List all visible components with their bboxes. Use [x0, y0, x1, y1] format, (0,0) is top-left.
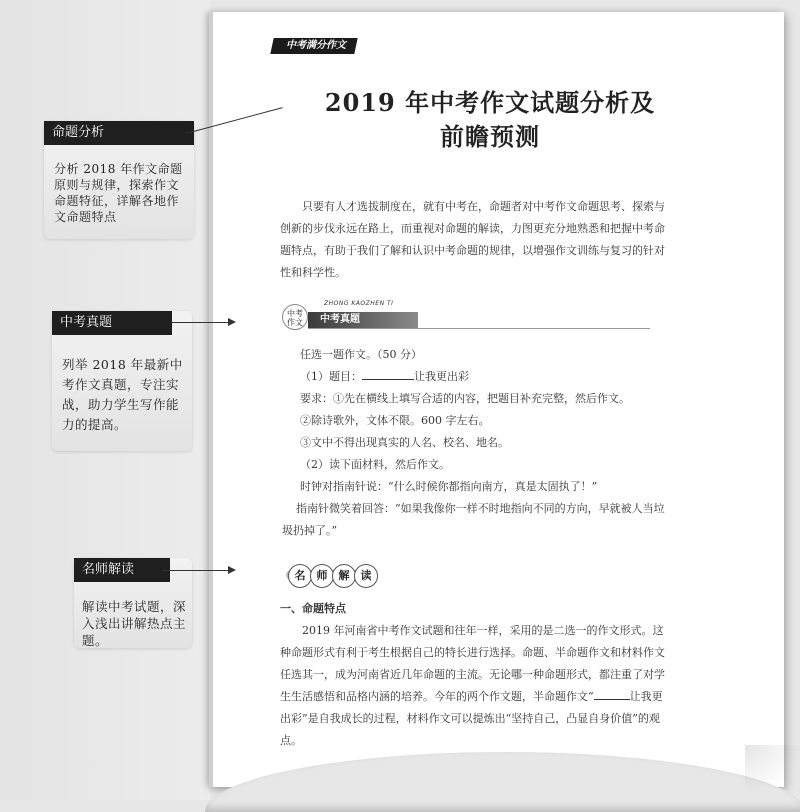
sidebar-label-teacher: 名师解读 [74, 558, 170, 582]
analysis-text-a: 2019 年河南省中考作文试题和往年一样，采用的是二选一的作文形式。这种命题形式有利于考生根据自己的特长进行选择。命题、半命题作文和材料作文任选其一，成为河南省近几年命题的主流。无论哪一种命题形式，都注重了对学生生活感悟和品格内涵的培养。今年的两个作文题，半命题作文“ [280, 624, 665, 703]
analysis-heading: 一、命题特点 [280, 602, 346, 615]
category-tag [270, 38, 357, 54]
title-line-2: 前瞻预测 [440, 122, 540, 151]
category-tag-text: 中考满分作文 [286, 40, 346, 51]
arrow-head-exam-icon [228, 318, 236, 326]
arrow-line-exam [172, 322, 230, 323]
section-header-exam [282, 300, 652, 330]
exam-badge-bottom: 作文 [287, 318, 303, 327]
exam-badge-top: 中考 [287, 309, 303, 318]
sidebar-callout-exam [52, 311, 192, 451]
analysis-section [280, 598, 670, 752]
analysis-blank [594, 689, 630, 700]
exam-section-title: 中考真题 [308, 312, 418, 328]
question-line-6: （2）读下面材料，然后作文。 [300, 458, 450, 471]
exam-section-rule [308, 328, 650, 329]
analysis-text-b: 让我更出彩”是自我成长的过程，材料作文可以提炼出“坚持自己，凸显自身价值”的观点。 [280, 690, 663, 747]
arrow-line-teacher [162, 570, 230, 571]
sidebar-text-exam: 列举 2018 年最新中考作文真题，专注实战，助力学生写作能力的提高。 [62, 357, 183, 432]
section-header-teacher [280, 560, 390, 590]
question-line-7: 时钟对指南针说：“什么时候你都指向南方，真是太固执了！” [300, 480, 598, 493]
sidebar-text-teacher: 解读中考试题，深入浅出讲解热点主题。 [82, 599, 187, 648]
exam-pinyin: ZHONG KAOZHEN TI [324, 300, 394, 307]
exam-question [282, 344, 666, 542]
question-line-2 [286, 366, 666, 388]
page-title [280, 86, 700, 154]
analysis-paragraph [280, 620, 670, 752]
question-line-1: 任选一题作文。（50 分） [300, 348, 422, 361]
sidebar-label-exam: 中考真题 [52, 311, 172, 335]
fill-blank [362, 369, 414, 380]
teacher-char-3: 解 [332, 564, 356, 588]
sidebar-callout-analysis [44, 121, 194, 239]
teacher-char-2: 师 [310, 564, 334, 588]
sidebar-label-analysis: 命题分析 [44, 121, 194, 145]
page-spine [209, 12, 213, 787]
page-corner-shadow [745, 745, 800, 795]
sidebar-text-analysis: 分析 2018 年作文命题原则与规律，探索作文命题特征，详解各地作文命题特点 [54, 162, 183, 224]
question-line-2-prefix: （1）题目： [300, 370, 362, 383]
title-line-1: 2019 年中考作文试题分析及 [324, 88, 656, 117]
question-line-3: 要求：①先在横线上填写合适的内容，把题目补充完整，然后作文。 [300, 392, 630, 405]
arrow-head-teacher-icon [228, 566, 236, 574]
question-line-8: 指南针微笑着回答：“如果我像你一样不时地指向不同的方向，早就被人当垃圾扔掉了。” [282, 502, 665, 537]
teacher-char-1: 名 [288, 564, 312, 588]
teacher-char-4: 读 [354, 564, 378, 588]
exam-badge-icon [282, 304, 308, 330]
question-line-2-suffix: 让我更出彩 [414, 370, 469, 383]
question-line-4: ②除诗歌外，文体不限。600 字左右。 [300, 414, 490, 427]
sidebar-callout-teacher [74, 558, 192, 648]
question-line-5: ③文中不得出现真实的人名、校名、地名。 [300, 436, 509, 449]
intro-paragraph [280, 196, 670, 284]
intro-text: 只要有人才选拔制度在，就有中考在，命题者对中考作文命题思考、探索与创新的步伐永远在路上，而重视对命题的解读，力图更充分地熟悉和把握中考命题特点，有助于我们了解和认识中考命题的规律，以增强作文训练与复习的针对性和科学性。 [280, 200, 665, 279]
